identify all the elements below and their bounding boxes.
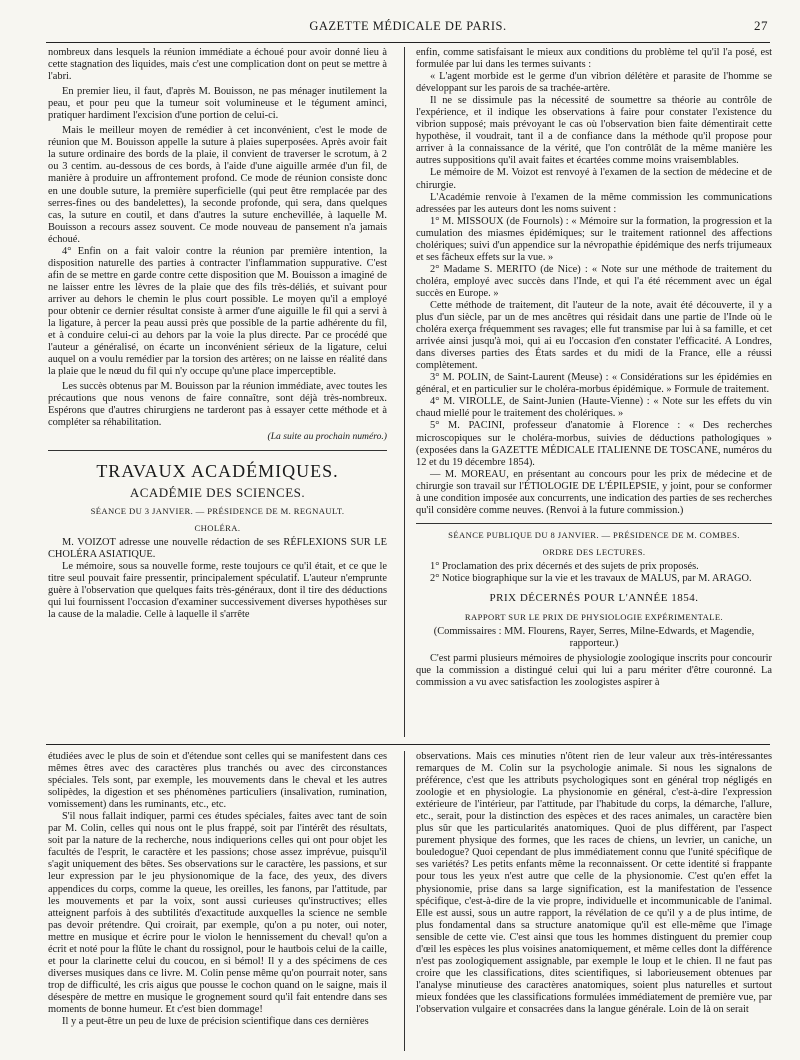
paragraph: étudiées avec le plus de soin et d'étendue sont celles qui se manifestent dans ces mêmes êtres avec des caractères plus tranchés ou avec des circonstances spéciales. Tels sont, par exemple, les mouvements dans le cheval et les autres solipèdes, la digestion et ses phénomènes particuliers (insalivation, rumination, vomissement) dans les ruminants, etc., etc. bbox=[48, 751, 387, 811]
column-divider bbox=[404, 47, 405, 737]
commissioners: (Commissaires : MM. Flourens, Rayer, Serres, Milne-Edwards, et Magendie, rapporteur.) bbox=[433, 625, 755, 649]
paragraph: Il y a peut-être un peu de luxe de précision scientifique dans ces dernières bbox=[62, 1016, 369, 1028]
paragraph: — M. MOREAU, en présentant au concours pour les prix de médecine et de chirurgie son travail sur l'ÉTIOLOGIE DE L'ÉPILEPSIE, y joint, pour se conformer à une condition imposée aux concurrents, une indication des parties de ses recherches qu'il considère comme neuves. (Renvoi à la future commission.) bbox=[416, 468, 772, 516]
prizes-heading: PRIX DÉCERNÉS POUR L'ANNÉE 1854. bbox=[489, 591, 699, 604]
column-top-left bbox=[48, 47, 387, 621]
paragraph: nombreux dans lesquels la réunion immédiate a échoué pour avoir donné lieu à cette stagnation des liquides, mais c'est une complication dont on peut se mettre à l'abri. bbox=[48, 47, 387, 83]
academy-heading: ACADÉMIE DES SCIENCES. bbox=[129, 484, 306, 500]
paragraph: L'Académie renvoie à l'examen de la même commission les communications adressées par les auteurs dont les noms suivent : bbox=[416, 191, 772, 215]
section-divider bbox=[416, 523, 772, 524]
order-heading: ORDRE DES LECTURES. bbox=[542, 546, 646, 557]
continuation-note: (La suite au prochain numéro.) bbox=[267, 431, 387, 443]
column-divider bbox=[404, 751, 405, 1051]
paragraph: 3° M. POLIN, de Saint-Laurent (Meuse) : « Considérations sur les épidémies en général, et en particulier sur le choléra-morbus épidémique. » Formule de traitement. bbox=[416, 372, 772, 396]
paragraph: Les succès obtenus par M. Bouisson par la réunion immédiate, avec toutes les précautions que nous venons de faire connaître, sont déjà très-nombreux. Espérons que d'autres chirurgiens ne tarderont pas à essayer cette méthode et à compléter sa réhabilitation. bbox=[48, 381, 387, 429]
session-heading: SÉANCE DU 3 JANVIER. — PRÉSIDENCE DE M. REGNAULT. bbox=[90, 505, 345, 516]
journal-title: GAZETTE MÉDICALE DE PARIS. bbox=[309, 19, 507, 33]
column-bottom-left bbox=[48, 751, 387, 1028]
paragraph: Cette méthode de traitement, dit l'auteur de la note, avait été découverte, il y a plus d'un siècle, par un de mes ancêtres qui résidait dans une partie de l'Inde où le choléra exerça fréquemment ses ravages; elle fut transmise par lui à sa famille, et cet arrivée ainsi jusqu'à moi, qui ai eu l'occasion d'en constater l'efficacité. A Londres, dans diverses parties des États sardes et du midi de la France, elle a réussi complètement. bbox=[416, 299, 772, 372]
paragraph: S'il nous fallait indiquer, parmi ces études spéciales, faites avec tant de soin par M. Colin, celles qui nous ont le plus frappé, soit par l'intérêt des résultats, soit par la nature de la recherche, nous indiquerions celles qui ont pour objet les facultés de l'esprit, le caractère et les passions; chose assez imprévue, puisqu'il s'agit uniquement des bêtes. Ses observations sur le caractère, les passions, et sur leur expression par le jeu physionomique de la face, des yeux, des divers appendices du corps, comme la queue, les oreilles, les fanons, par l'attitude, par les mouvements et par la voix, sont aussi curieuses qu'instructives; elles atteignent parfois à des subtilités d'exactitude auxquelles la science ne semble pas devoir prétendre. Qui croirait, par exemple, qu'on a pu noter, oui noter, mettre en musique et écrire pour le violon le hennissement du cheval! qu'on a écrit et noté pour la flûte le chant du rossignol, pour le hautbois celui de la caille, et pour la clarinette celui du coucou, en si bémol! Il y a des spécimens de ces diverses musiques dans ce livre. M. Colin pense même qu'on pourrait noter, sans trop de difficulté, les cris aigus que pousse le cochon quand on le saigne, mais il désespère de mettre en musique le grognement sourd qu'il fait entendre dans ses moments de bonne humeur. Et c'est bien dommage! bbox=[48, 811, 387, 1015]
column-top-right bbox=[416, 47, 772, 689]
paragraph: M. VOIZOT adresse une nouvelle rédaction de ses RÉFLEXIONS SUR LE CHOLÉRA ASIATIQUE. bbox=[48, 536, 387, 560]
paragraph: Le mémoire, sous sa nouvelle forme, reste toujours ce qu'il était, et ce que le titre seul pouvait faire pressentir, principalement spéculatif. L'auteur n'emprunte guère à l'observation que quelques faits très-généraux, dont il tire des déductions qui lui fournissent l'occasion d'examiner successivement diverses hypothèses sur la cause de la maladie. Celle à laquelle il s'arrête bbox=[48, 560, 387, 620]
section-divider bbox=[48, 450, 387, 451]
column-bottom-right bbox=[416, 751, 772, 1016]
section-title: TRAVAUX ACADÉMIQUES. bbox=[96, 460, 339, 481]
paragraph: 1° M. MISSOUX (de Fournols) : « Mémoire sur la formation, la progression et la cumulation des miasmes épidémiques; sur le traitement rationnel des affections cholériques; suivi d'un appendice sur la névropathie épidémique des nerfs trijumeaux et ses fâcheux effets sur la vue. » bbox=[416, 215, 772, 263]
paragraph: Il ne se dissimule pas la nécessité de soumettre sa théorie au contrôle de l'expérience, et il indique les observations à faire pour constater l'existence du vibrion supposé; mais prévoyant le cas où l'observation bien faite démentirait cette hypothèse, il voudrait, tant il a de confiance dans la méthode qu'il propose pour arriver à la connaissance de la vérité, que l'on contrôlât de la même manière les autres suppositions qu'il avait faites et écartées comme moins vraisemblables. bbox=[416, 95, 772, 167]
paragraph: observations. Mais ces minuties n'ôtent rien de leur valeur aux très-intéressantes remarques de M. Colin sur la psychologie animale. Si nous les signalons de préférence, c'est que les attributs psychologiques sont en général trop négligés en zoologie et en physiologie. La physionomie en général, c'est-à-dire l'expression extérieure de l'intérieur, par l'attitude, par l'habitude du corps, la démarche, l'allure, etc., serait, pour la distinction des espèces et des races animales, un caractère bien plus sûr que les particularités anatomiques. Quoi de plus différent, par l'aspect purement physique des formes, que les races de chiens, un levrier, un caniche, un bouledogue? Quoi cependant de plus immédiatement connu que l'unité spécifique de ses variétés? Les petits enfants même la reconnaissent. Or cette identité si frappante pour tous les yeux n'est autre que celle de la physionomie. C'est qu'en effet la physionomie, prise dans sa large signification, est la manifestation de l'essence spécifique, c'est-à-dire de la vie propre, individuelle et incommunicable de l'animal. Elle est aussi, sous un autre rapport, la révélation de ce qu'il y a de plus intime, de plus fondamental dans sa structure anatomique qu'il est elle-même que l'image sensible de cette vie. C'est ainsi que tous les hommes distinguent du premier coup d'œil les espèces les plus voisines anatomiquement, et même celles dont la différence n'est pas zoologiquement assignable, par exemple le loup et le chien. Il ne faut pas croire que les classifications, dites scientifiques, si laborieusement obtenues par l'analyse minutieuse des caractères anatomiques, soient plus naturelles et surtout mieux fondées que les classifications formulées immédiatement de première vue, par l'observation vulgaire et consacrées dans la langue générale. Loin de là on serait bbox=[416, 751, 772, 1015]
paragraph: 5° M. PACINI, professeur d'anatomie à Florence : « Des recherches microscopiques sur le choléra-morbus, suivies de déductions pathologiques » (exposées dans la GAZETTE MÉDICALE ITALIENNE DE TOSCANE, numéros du 12 et du 19 décembre 1854). bbox=[416, 420, 772, 468]
paragraph: Mais le meilleur moyen de remédier à cet inconvénient, c'est le mode de réunion que M. Bouisson appelle la suture à plaies superposées. Après avoir fait la suture ordinaire des bords de la plaie, il convient de traverser le scrotum, à 2 ou 3 centim. au-dessous de ces bords, à l'aide d'une aiguille armée d'un fil, de manière à produire un affrontement profond. Ce mode de réunion consiste donc en une double suture, la première superficielle (qui peut être remplacée par des serres-fines ou des bandelettes), la seconde profonde, qui sera, dans quelques cas, la suture en coutil, et dans d'autres la suture enchevillée, à laquelle M. Bouisson a recours assez souvent. Ce mode nouveau de pansement n'a jamais échoué. bbox=[48, 125, 387, 245]
paragraph: Le mémoire de M. Voizot est renvoyé à l'examen de la section de médecine et de chirurgie. bbox=[416, 167, 772, 191]
session-heading: SÉANCE PUBLIQUE DU 8 JANVIER. — PRÉSIDENCE DE M. COMBES. bbox=[448, 529, 740, 540]
list-item: 1° Proclamation des prix décernés et des sujets de prix proposés. bbox=[430, 560, 699, 572]
page-fold-rule bbox=[46, 744, 770, 745]
page-number: 27 bbox=[754, 18, 768, 33]
paragraph: 2° Madame S. MERITO (de Nice) : « Note sur une méthode de traitement du choléra, employé avec succès dans l'Inde, et qui l'a été récemment avec un égal succès en Europe. » bbox=[416, 263, 772, 299]
page-header bbox=[46, 14, 770, 40]
paragraph: 4° Enfin on a fait valoir contre la réunion par première intention, la disposition naturelle des parties à contracter l'inflammation suppurative. C'est afin de se mettre en garde contre cette disposition que M. Bouisson a imaginé de ne laisser entre les lèvres de la plaie que des fils très-déliés, et suivant pour arriver au dehors le chemin le plus court possible. Le moyen qu'il a employé pour obtenir ce dernier résultat consiste à armer d'une aiguille le fil qui a servi à la ligature, à percer la peau aussi près que possible de la partie adhérente du fil, et à conduire celui-ci au dehors par la voie la plus directe. Par ce procédé que l'auteur a généralisé, on écarte un inconvénient sérieux de la ligature, celui auquel on a voulu remédier par la torsion des artères; on ne laisse en réalité dans la plaie que le nœud du fil qui n'y occupe qu'une place imperceptible. bbox=[48, 245, 387, 378]
header-rule bbox=[46, 42, 770, 43]
paragraph: 4° M. VIROLLE, de Saint-Junien (Haute-Vienne) : « Note sur les effets du vin chaud miellé pour le traitement des cholériques. » bbox=[416, 396, 772, 420]
paragraph: En premier lieu, il faut, d'après M. Bouisson, ne pas ménager inutilement la peau, et pour peu que la tumeur soit volumineuse et le tégument aminci, pratiquer hardiment l'excision d'une portion de celui-ci. bbox=[48, 86, 387, 122]
paragraph: C'est parmi plusieurs mémoires de physiologie zoologique inscrits pour concourir que la commission a distingué celui qui lui a paru mériter d'être couronné. La commission a vu avec satisfaction les zoologistes aspirer à bbox=[416, 653, 772, 689]
list-item: 2° Notice biographique sur la vie et les travaux de MALUS, par M. ARAGO. bbox=[430, 572, 752, 584]
paragraph: enfin, comme satisfaisant le mieux aux conditions du problème tel qu'il l'a posé, est formulée par lui dans les termes suivants : bbox=[416, 47, 772, 71]
topic-heading: CHOLÉRA. bbox=[194, 522, 241, 533]
report-heading: RAPPORT SUR LE PRIX DE PHYSIOLOGIE EXPÉRIMENTALE. bbox=[464, 611, 724, 622]
paragraph: « L'agent morbide est le germe d'un vibrion délétère et parasite de l'homme se développant sur les parois de sa trachée-artère. bbox=[416, 71, 772, 95]
